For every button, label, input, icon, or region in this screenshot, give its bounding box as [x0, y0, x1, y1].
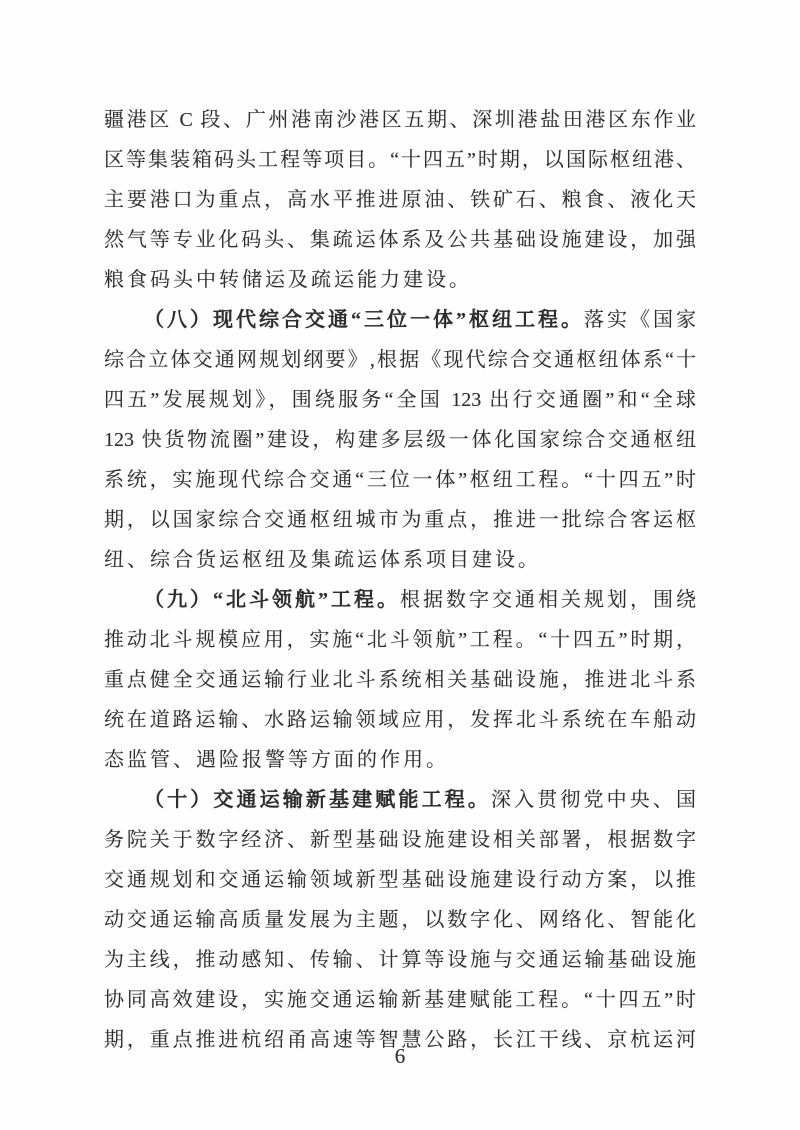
text-line: [104, 860, 696, 900]
paragraph-text: 深入贯彻党中央、国: [490, 789, 697, 811]
paragraph-text: 综合立体交通网规划纲要》,根据《现代综合交通枢纽体系“十: [104, 349, 696, 371]
text-line: [104, 740, 696, 780]
paragraph-text: 123 快货物流圈”建设，构建多层级一体化国家综合交通枢纽: [104, 429, 696, 451]
text-line: [104, 820, 696, 860]
paragraph-text: 为主线，推动感知、传输、计算等设施与交通运输基础设施: [104, 949, 696, 971]
text-line: [104, 580, 696, 620]
text-line: [104, 100, 696, 140]
paragraph-text: 协同高效建设，实施交通运输新基建赋能工程。“十四五”时: [104, 989, 696, 1011]
paragraph-text: 根据数字交通相关规划，围绕: [400, 589, 696, 611]
paragraph-text: 态监管、遇险报警等方面的作用。: [104, 749, 449, 771]
paragraph-text: 推动北斗规模应用，实施“北斗领航”工程。“十四五”时期，: [104, 629, 696, 651]
section-heading-text: （十）交通运输新基建赋能工程。: [144, 789, 491, 811]
text-line: [104, 980, 696, 1020]
text-line: [104, 660, 696, 700]
paragraph-text: 四五”发展规划》，围绕服务“全国 123 出行交通圈”和“全球: [104, 389, 696, 411]
document-text-block: [104, 100, 696, 1060]
text-line: [104, 220, 696, 260]
text-line: [104, 340, 696, 380]
text-line: [104, 780, 696, 820]
paragraph-text: 疆港区 C 段、广州港南沙港区五期、深圳港盐田港区东作业: [104, 109, 696, 131]
text-line: [104, 940, 696, 980]
text-line: [104, 540, 696, 580]
text-line: [104, 460, 696, 500]
paragraph-text: 重点健全交通运输行业北斗系统相关基础设施，推进北斗系: [104, 669, 696, 691]
paragraph-text: 动交通运输高质量发展为主题，以数字化、网络化、智能化: [104, 909, 696, 931]
paragraph-text: 务院关于数字经济、新型基础设施建设相关部署，根据数字: [104, 829, 696, 851]
paragraph-text: 系统，实施现代综合交通“三位一体”枢纽工程。“十四五”时: [104, 469, 696, 491]
paragraph-text: 期，重点推进杭绍甬高速等智慧公路，长江干线、京杭运河: [104, 1029, 696, 1051]
paragraph-text: 交通规划和交通运输领域新型基础设施建设行动方案，以推: [104, 869, 696, 891]
paragraph-text: 然气等专业化码头、集疏运体系及公共基础设施建设，加强: [104, 229, 696, 251]
text-line: [104, 900, 696, 940]
text-line: [104, 500, 696, 540]
text-line: [104, 420, 696, 460]
text-line: [104, 380, 696, 420]
text-line: [104, 700, 696, 740]
page-number: 6: [394, 1044, 406, 1068]
section-heading-text: （八）现代综合交通“三位一体”枢纽工程。: [144, 309, 584, 331]
paragraph-text: 落实《国家: [584, 309, 696, 331]
text-line: [104, 300, 696, 340]
text-line: [104, 140, 696, 180]
text-line: [104, 620, 696, 660]
paragraph-text: 区等集装箱码头工程等项目。“十四五”时期，以国际枢纽港、: [104, 149, 696, 171]
section-heading-text: （九）“北斗领航”工程。: [144, 589, 400, 611]
paragraph-text: 粮食码头中转储运及疏运能力建设。: [104, 269, 472, 291]
paragraph-text: 期，以国家综合交通枢纽城市为重点，推进一批综合客运枢: [104, 509, 696, 531]
paragraph-text: 统在道路运输、水路运输领域应用，发挥北斗系统在车船动: [104, 709, 696, 731]
text-line: [104, 180, 696, 220]
paragraph-text: 主要港口为重点，高水平推进原油、铁矿石、粮食、液化天: [104, 189, 696, 211]
paragraph-text: 纽、综合货运枢纽及集疏运体系项目建设。: [104, 549, 541, 571]
text-line: [104, 260, 696, 300]
